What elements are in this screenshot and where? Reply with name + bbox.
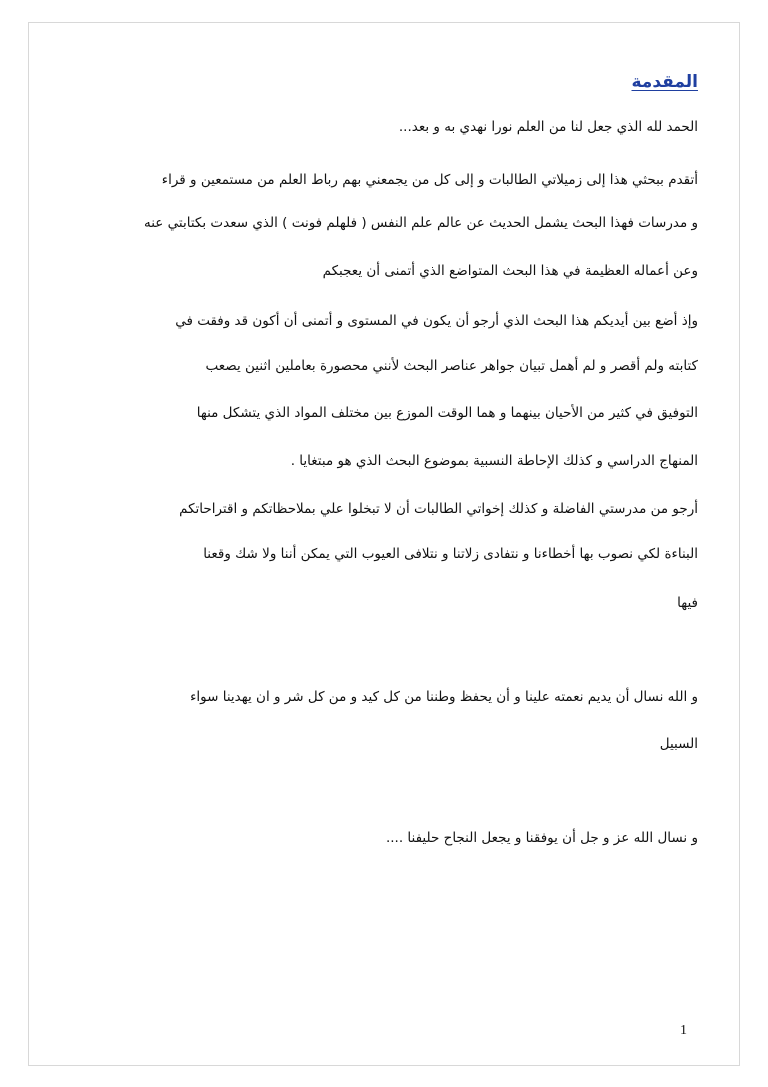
paragraph-line: البناءة لكي نصوب بها أخطاءنا و نتفادى زلاتنا و نتلافى العيوب التي يمكن أننا ولا شك وقعنا xyxy=(203,546,698,562)
page-number: 1 xyxy=(680,1023,687,1038)
paragraph-line: فيها xyxy=(677,595,698,611)
document-title: المقدمة xyxy=(631,72,698,92)
paragraph-line: أرجو من مدرستي الفاضلة و كذلك إخواتي الطالبات أن لا تبخلوا علي بملاحظاتكم و اقتراحاتكم xyxy=(179,501,698,517)
paragraph-line: المنهاج الدراسي و كذلك الإحاطة النسبية بموضوع البحث الذي هو مبتغايا . xyxy=(290,453,698,469)
paragraph-line: أتقدم ببحثي هذا إلى زميلاتي الطالبات و إلى كل من يجمعني بهم رباط العلم من مستمعين و قراء xyxy=(161,172,698,188)
paragraph-line: و مدرسات فهذا البحث يشمل الحديث عن عالم علم النفس ( فلهلم فونت ) الذي سعدت بكتابتي عنه xyxy=(143,215,698,231)
paragraph-line: وعن أعماله العظيمة في هذا البحث المتواضع الذي أتمنى أن يعجبكم xyxy=(322,263,698,279)
paragraph-line: السبيل xyxy=(659,736,698,752)
paragraph-line: و الله نسال أن يديم نعمته علينا و أن يحفظ وطننا من كل كيد و من كل شر و ان يهدينا سواء xyxy=(190,689,698,705)
paragraph-line: كتابته ولم أقصر و لم أهمل تبيان جواهر عناصر البحث لأنني محصورة بعاملين اثنين يصعب xyxy=(205,358,698,374)
paragraph-line: الحمد لله الذي جعل لنا من العلم نورا نهدي به و بعد... xyxy=(398,119,698,135)
paragraph-line: التوفيق في كثير من الأحيان بينهما و هما الوقت الموزع بين مختلف المواد الذي يتشكل منها xyxy=(196,405,698,421)
paragraph-line: وإذ أضع بين أيديكم هذا البحث الذي أرجو أن يكون في المستوى و أتمنى أن أكون قد وفقت في xyxy=(175,313,698,329)
paragraph-line: و نسال الله عز و جل أن يوفقنا و يجعل النجاح حليفنا .... xyxy=(385,830,698,846)
